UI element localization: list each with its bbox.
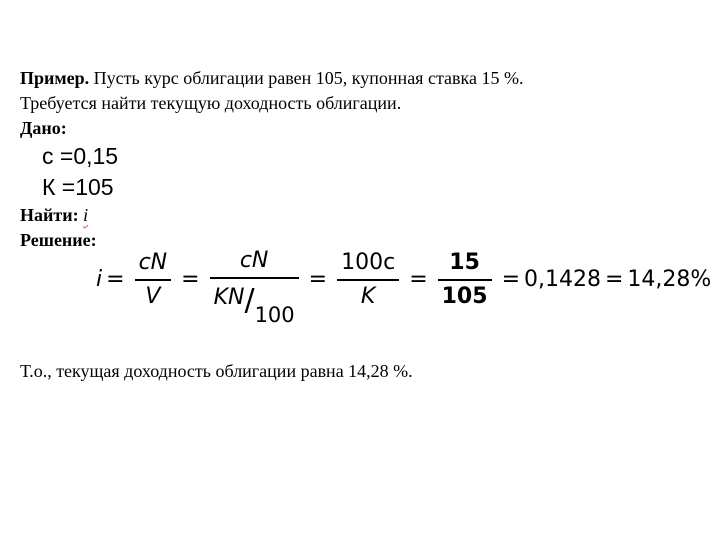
denominator-sub: 100: [254, 303, 295, 327]
fraction-numerator: 100c: [341, 249, 396, 275]
fraction-cn-over-v: [135, 250, 172, 310]
find-variable: i: [83, 205, 89, 225]
task-line: Требуется найти текущую доходность облигации.: [20, 93, 402, 113]
denominator-main: KN: [213, 285, 245, 310]
equals-sign: =: [501, 267, 520, 292]
given-c: c =0,15: [42, 143, 119, 169]
division-slash: /: [244, 283, 255, 318]
equals-sign: =: [409, 267, 428, 292]
given-k: К =105: [42, 174, 114, 200]
fraction-denominator: 105: [438, 279, 492, 310]
solution-line: Решение:: [20, 230, 97, 250]
result-decimal: 0,1428: [524, 267, 601, 292]
solution-label: Решение: [20, 230, 91, 250]
example-text: Пусть курс облигации равен 105, купонная ставка 15 %.: [89, 68, 524, 88]
yield-formula: [96, 248, 712, 327]
example-line: [20, 68, 523, 89]
find-label: Найти: [20, 205, 73, 225]
fraction-denominator: [210, 277, 299, 327]
formula-lhs: i: [96, 267, 103, 292]
fraction-100c-over-k: [337, 250, 399, 310]
equals-sign: =: [106, 267, 125, 292]
conclusion-line: Т.о., текущая доходность облигации равна 14,28 %.: [20, 361, 413, 381]
fraction-15-over-105: [438, 250, 492, 310]
fraction-numerator: cN: [138, 249, 168, 275]
find-line: Найти: i: [20, 205, 89, 225]
equals-sign: =: [604, 267, 624, 292]
equals-sign: =: [181, 267, 200, 292]
fraction-denominator: V: [135, 279, 172, 310]
fraction-cn-over-kn100: [210, 248, 299, 327]
given-label: Дано:: [20, 118, 67, 138]
result-percent: 14,28%: [627, 267, 712, 292]
equals-sign: =: [308, 267, 328, 292]
example-label: Пример.: [20, 68, 90, 88]
fraction-numerator: cN: [239, 248, 269, 273]
fraction-numerator: 15: [449, 249, 480, 275]
fraction-denominator: K: [337, 279, 399, 310]
